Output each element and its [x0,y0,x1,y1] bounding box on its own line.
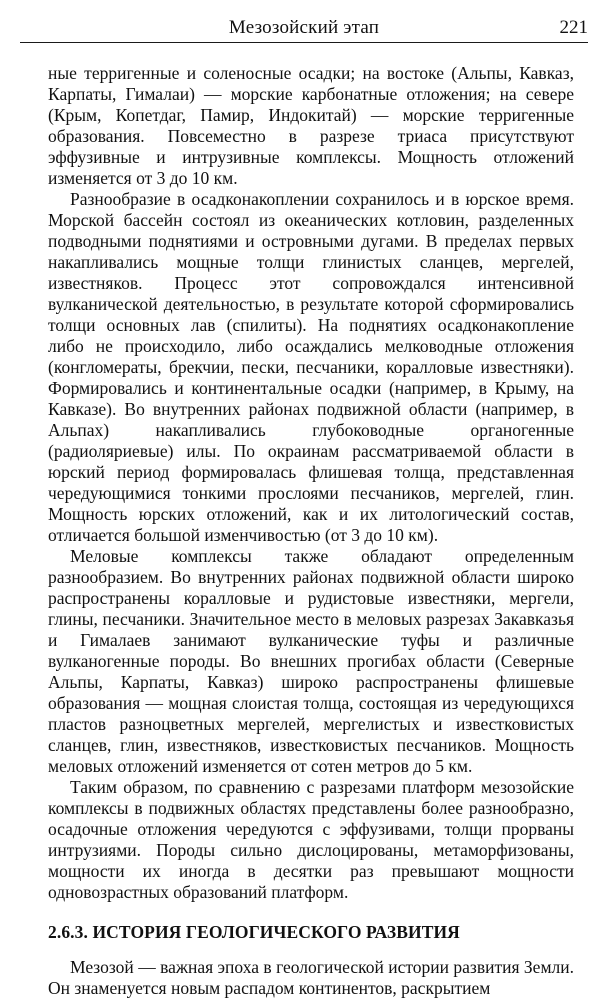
body-text [48,63,574,999]
section-heading: 2.6.3. ИСТОРИЯ ГЕОЛОГИЧЕСКОГО РАЗВИТИЯ [48,922,460,942]
paragraph-cretaceous: Меловые комплексы также обладают определенным разнообразием. Во внутренних районах подвижной области широко распространены коралловые и рудистовые известняки, мергели, глины, песчаники. Значительное место в меловых разрезах Закавказья и Гималаев занимают вулканические туфы и различные вулканогенные породы. Во внешних прогибах области (Северные Альпы, Карпаты, Кавказ) широко распространены флишевые образования — мощная слоистая толща, состоящая из чередующихся пластов разноцветных мергелей, мергелистых и известковистых сланцев, глин, известняков, известковистых песчаников. Мощность меловых отложений изменяется от сотен метров до 5 км. [48,546,574,776]
paragraph-jurassic: Разнообразие в осадконакоплении сохранилось и в юрское время. Морской бассейн состоял из океанических котловин, разделенных подводными поднятиями и островными дугами. В пределах первых накапливались мощные толщи глинистых сланцев, мергелей, известняков. Процесс этот сопровождался интенсивной вулканической деятельностью, в результате которой сформировались толщи основных лав (спилиты). На поднятиях осадконакопление либо не происходило, либо осаждались мелководные отложения (конгломераты, брекчии, пески, песчаники, коралловые известняки). Формировались и континентальные осадки (например, в Крыму, на Кавказе). Во внутренних районах подвижной области (например, в Альпах) накапливались глубоководные органогенные (радиоляриевые) илы. По окраинам рассматриваемой области в юрский период формировалась флишевая толща, представленная чередующимися тонкими прослоями песчаников, мергелей, глин. Мощность юрских отложений, как и их литологический состав, отличается большой изменчивостью (от 3 до 10 км). [48,189,574,545]
running-header [20,14,588,43]
page-number: 221 [559,17,588,38]
paragraph-summary: Таким образом, по сравнению с разрезами платформ мезозойские комплексы в подвижных областях представлены более разнообразно, осадочные отложения чередуются с эффузивами, толщи прорваны интрузиями. Породы сильно дислоцированы, метаморфизованы, мощности их иногда в десятки раз превышают мощности одновозрастных образований платформ. [48,777,574,902]
paragraph-mesozoic-intro: Мезозой — важная эпоха в геологической истории развития Земли. Он знаменуется новым распадом континентов, раскрытием [48,957,574,998]
paragraph-triassic-continuation: ные терригенные и соленосные осадки; на востоке (Альпы, Кавказ, Карпаты, Гималаи) — морские карбонатные отложения; на севере (Крым, Копетдаг, Памир, Индокитай) — морские терригенные образования. Повсеместно в разрезе триаса присутствуют эффузивные и интрузивные комплексы. Мощность отложений изменяется от 3 до 10 км. [48,63,574,188]
running-title: Мезозойский этап [228,17,380,38]
